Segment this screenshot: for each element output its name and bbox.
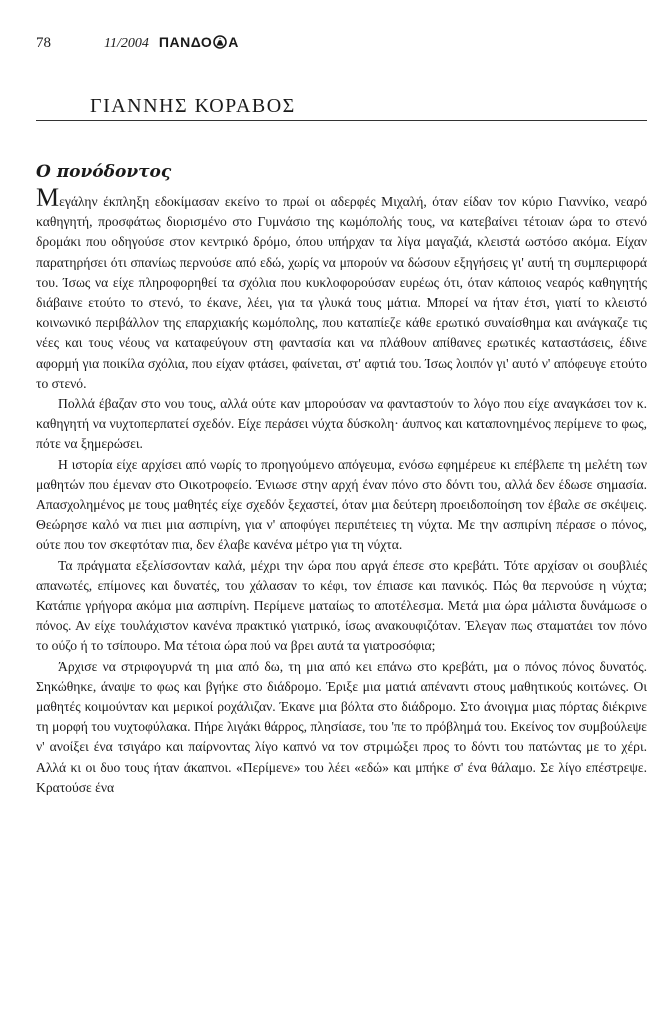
story-title: Ο πονόδοντος (36, 162, 172, 182)
paragraph-1 (36, 183, 647, 394)
paragraph-4: Τα πράγματα εξελίσσονταν καλά, μέχρι την ώρα που αργά έπεσε στο κρεβάτι. Τότε αρχίσαν οι σουβλιές απανωτές, επίμονες και δυνατές, του χάλασαν το κέφι, τον έπιασε και πανικός. Πώς θα περνούσε η νύχτα; Κατάπιε γρήγορα ακόμα μια ασπιρίνη. Περίμενε ματαίως το αποτέλεσμα. Μετά μια ώρα μάλιστα δυνάμωσε ο πόνος. Αν είχε τουλάχιστον κανένα πρακτικό γιατρικό, ίσως ανακουφιζόταν. Έλεγαν πως σταματάει τον πόνο το ούζο ή το τσίπουρο. Μα τέτοια ώρα πού να βρει αυτά τα γιατροσόφια; (36, 557, 647, 654)
author-rule (36, 120, 647, 121)
author-name: ΓΙΑΝΝΗΣ ΚΟΡΑΒΟΣ (90, 95, 296, 117)
magazine-logo-icon (213, 35, 227, 49)
magazine-name-part2: Α (228, 34, 239, 50)
paragraph-3: Η ιστορία είχε αρχίσει από νωρίς το προηγούμενο απόγευμα, ενόσω εφημέρευε κι επέβλεπε τη μελέτη των μαθητών που έμεναν στο Οικοτροφείο. Ένιωσε στην αρχή έναν πόνο στο δόντι του, αλλά δεν έδωσε σημασία. Απασχολημένος με τους μαθητές είχε σχεδόν ξεχαστεί, όταν μια δεύτερη προειδοποίηση τον έβαλε σε σκέψεις. Θεώρησε καλό να πιει μια ασπιρίνη, για ν' αποφύγει περιπέτειες τη νύχτα. Με την ασπιρίνη πέρασε ο πόνος, ούτε που τον σκεφτόταν πια, δεν έλαβε κανένα μέτρο για τη νύχτα. (36, 456, 647, 553)
story-body (36, 183, 647, 798)
running-header (36, 34, 239, 54)
page-number: 78 (36, 35, 51, 51)
drop-cap: Μ (36, 183, 60, 212)
paragraph-2: Πολλά έβαζαν στο νου τους, αλλά ούτε καν μπορούσαν να φανταστούν το λόγο που είχε αναγκάσει τον κ. καθηγητή να νυχτοπερπατεί σχεδόν. Είχε περάσει νύχτα δύσκολη· άυπνος και καταπονημένος περίμενε το φως, πότε να ξημερώσει. (36, 396, 647, 452)
magazine-name-part1: ΠΑΝΔΟ (158, 34, 213, 50)
paragraph-1-text: εγάλην έκπληξη εδοκίμασαν εκείνο το πρωί οι αδερφές Μιχαλή, όταν είδαν τον κύριο Γιαννίκο, νεαρό καθηγητή, προσφάτως διορισμένο στο Γυμνάσιο της κωμόπολής τους, να κατεβαίνει τέτοιαν ώρα το στενό δρομάκι που οδηγούσε στον κεντρικό δρόμο, όπου υπήρχαν τα λίγα μαγαζιά, κλειστά ωστόσο ακόμα. Είχαν παρατηρήσει ότι σπανίως περνούσε από εδώ, χωρίς να μπορούν να δώσουν εξηγήσεις γι' αυτή τη συμπεριφορά του. Ίσως να είχε πληροφορηθεί τα σχόλια που κυκλοφορούσαν ευρέως ότι, όταν κάποιος νεαρός καθηγητής διάβαινε ετούτο το στενό, το έκανε, λέει, για τα γλυκά τους μάτια. Μπορεί να ήταν έτσι, γιατί το κλειστό κοινωνικό περιβάλλον της επαρχιακής κωμόπολης, που καταπίεζε κάθε ερωτικό συναίσθημα και ανάγκαζε τις νέες και τους νέους να καταφεύγουν στη φαντασία και να πλάθουν απίθανες ερωτικές καταστάσεις, έδινε αφορμή για ποικίλα σχόλια, που είχαν φτάσει, φαίνεται, στ' αφτιά του. Ίσως λοιπόν γι' αυτό ν' απόφευγε ετούτο το στενό. (36, 194, 647, 391)
magazine-name (159, 34, 239, 50)
paragraph-5: Άρχισε να στριφογυρνά τη μια από δω, τη μια από κει επάνω στο κρεβάτι, μα ο πόνος πόνος δυνατός. Σηκώθηκε, άναψε το φως και βγήκε στο διάδρομο. Έριξε μια ματιά απέναντι στους μαθητικούς κοιτώνες. Οι μαθητές κοιμούνταν και μερικοί ροχάλιζαν. Έκανε μια βόλτα στο διάδρομο. Στο άνοιγμα μιας πόρτας διέκρινε τη μορφή του νυχτοφύλακα. Πήρε λιγάκι θάρρος, πλησίασε, του 'πε το πρόβλημά του. Εκείνος τον συμβούλεψε ν' ανοίξει ένα τσιγάρο και παίρνοντας λίγο καπνό να τον στριμώξει προς το δόντι του πατώντας με το χέρι. Αλλά κι οι δυο τους ήταν άκαπνοι. «Περίμενε» του λέει «εδώ» και μπήκε σ' ένα θάλαμο. Σε λίγο επέστρεψε. Κρατούσε ένα (36, 658, 647, 795)
issue-date: 11/2004 (104, 36, 149, 51)
